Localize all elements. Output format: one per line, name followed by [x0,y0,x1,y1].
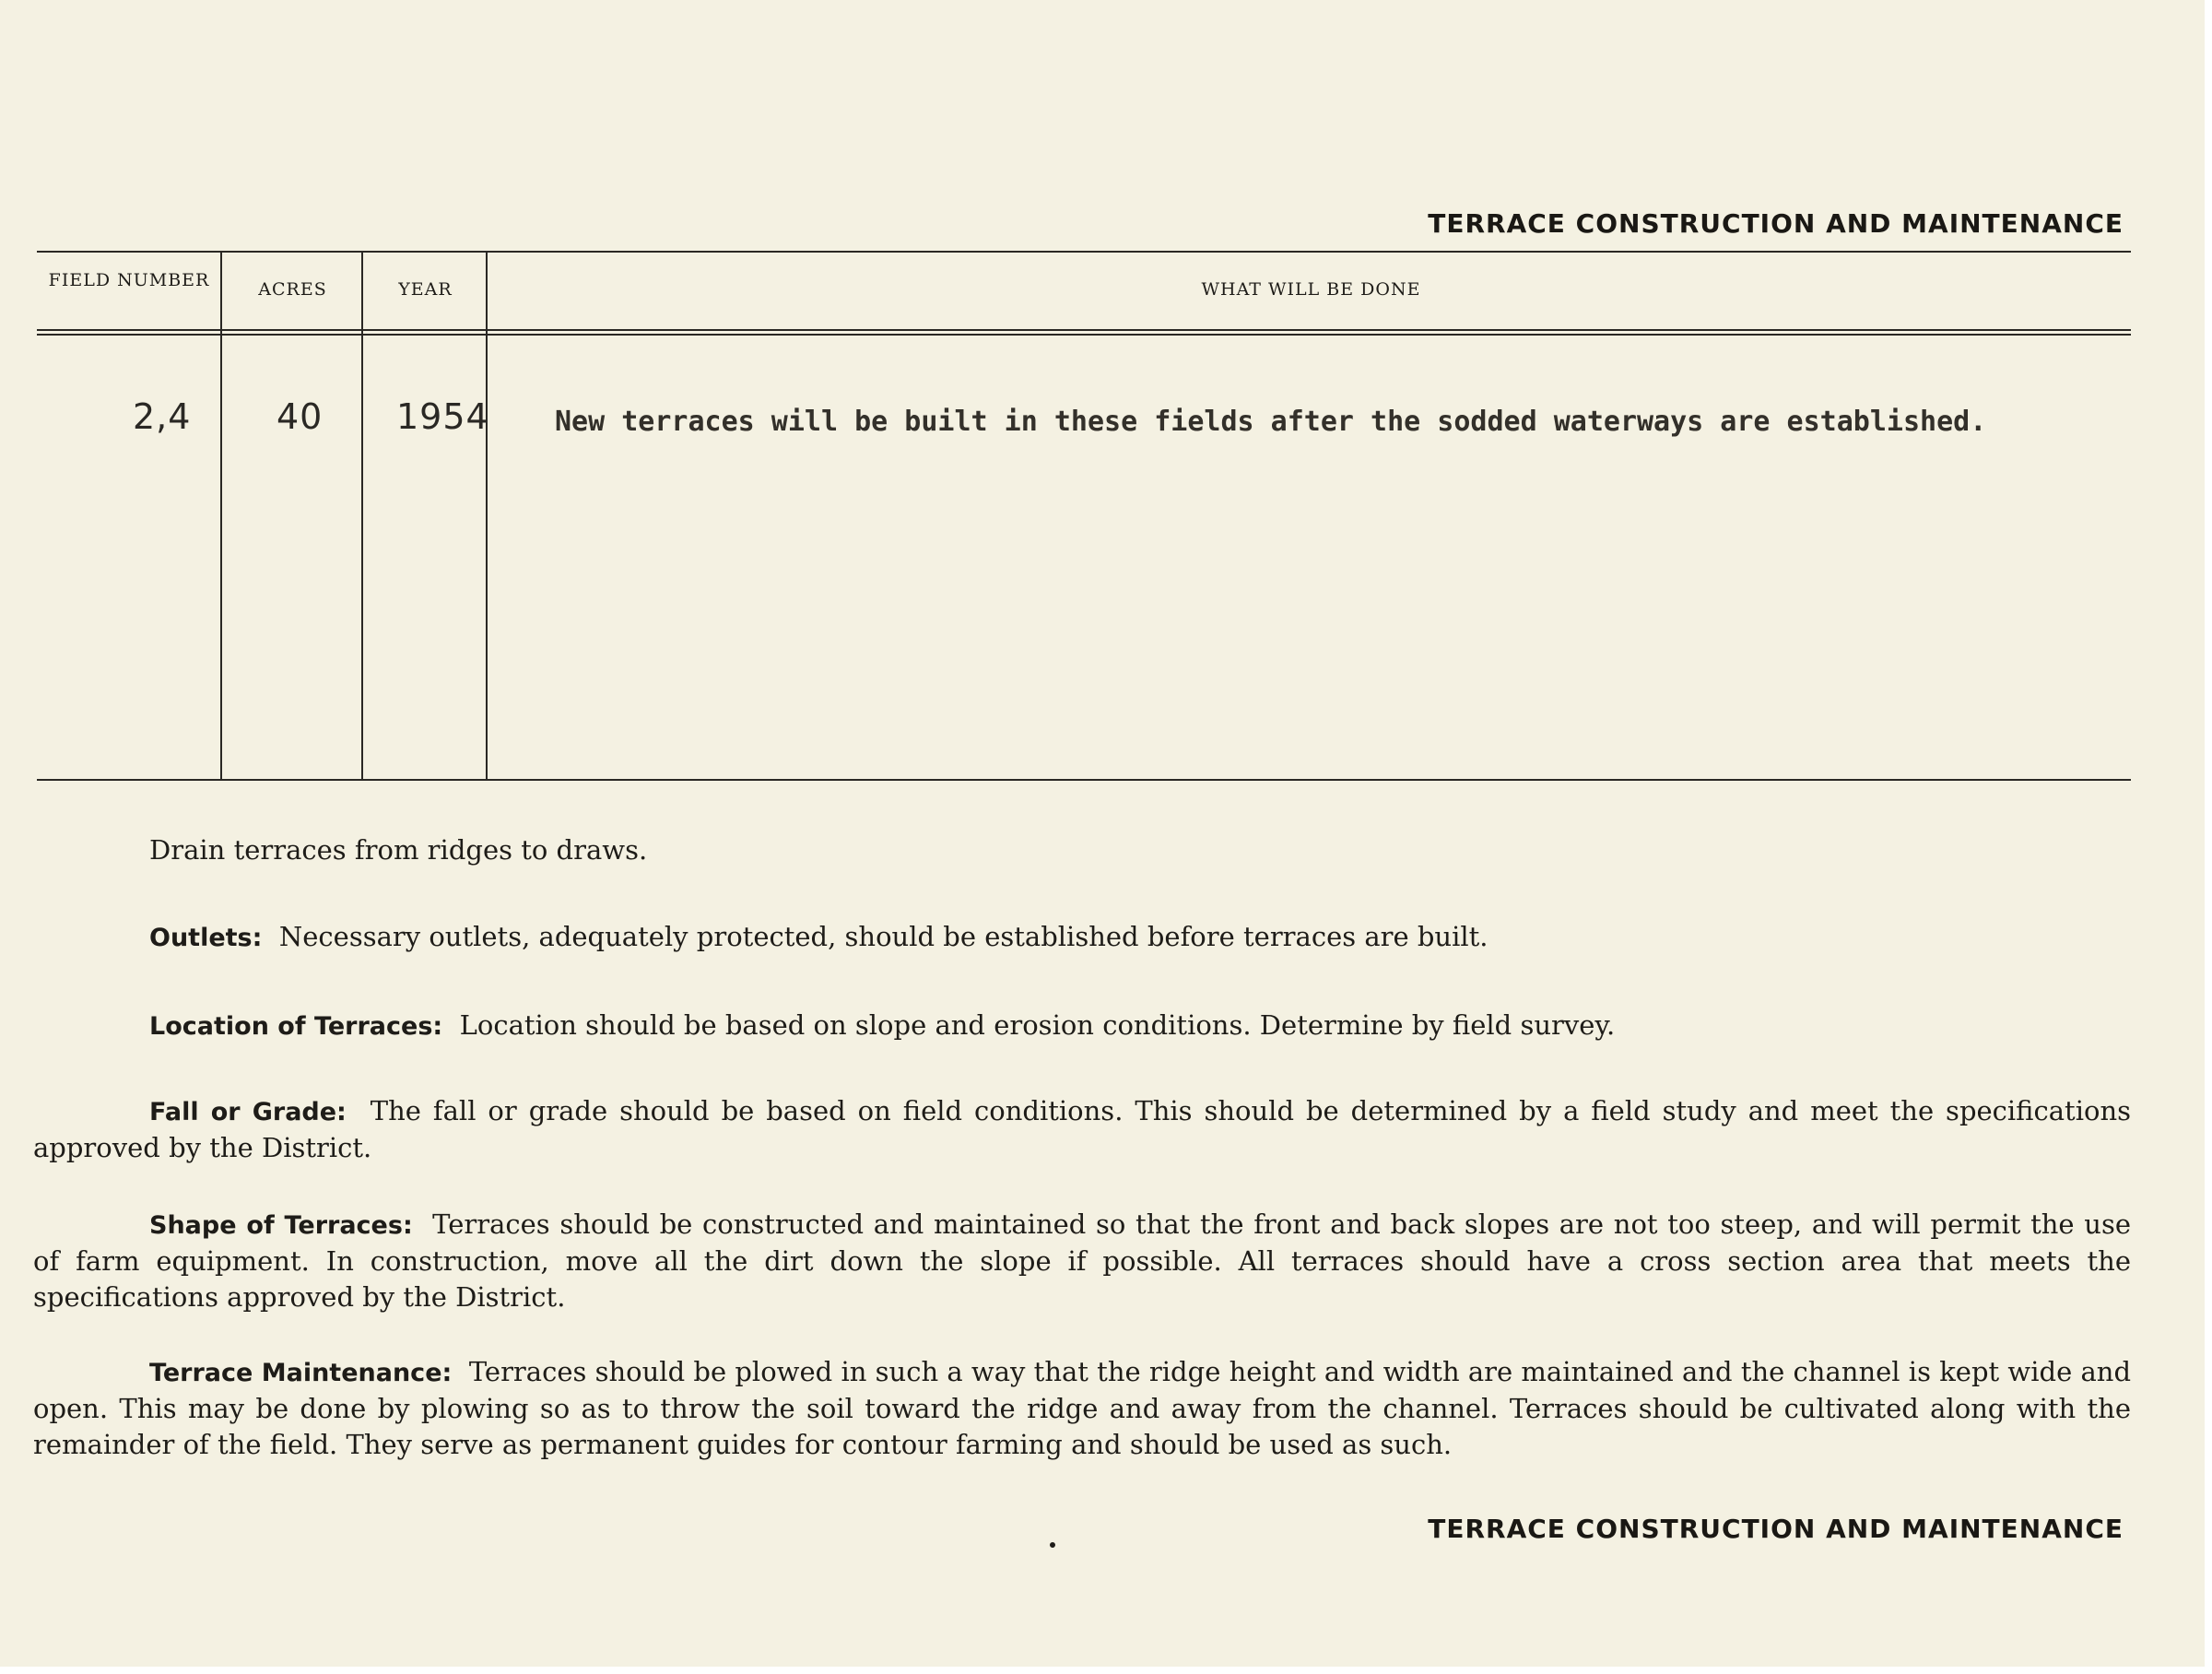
maintenance-label: Terrace Maintenance: [149,1359,453,1387]
column-header-acres: ACRES [258,279,327,300]
table-column-divider [220,253,222,779]
table-cell-what-will-be-done: New terraces will be built in these fields after the sodded waterways are established. [555,406,1987,438]
outlets-label: Outlets: [149,924,263,952]
fall-text: The fall or grade should be based on field conditions. This should be determined by a field study and meet the specifications approved by the District. [33,1095,2132,1163]
column-header-year: YEAR [398,279,453,300]
paragraph-outlets [33,919,2131,956]
table-bottom-rule [37,779,2131,781]
drain-text: Drain terraces from ridges to draws. [149,834,648,866]
table-column-divider [361,253,363,779]
table-header-rule-double [37,334,2131,336]
shape-label: Shape of Terraces: [149,1211,413,1240]
location-text: Location should be based on slope and erosion conditions. Determine by field survey. [459,1009,1616,1041]
table-cell-acres: 40 [276,396,324,437]
paragraph-location [33,1008,2131,1044]
page-heading-bottom: TERRACE CONSTRUCTION AND MAINTENANCE [1428,1514,2124,1544]
page-heading-top: TERRACE CONSTRUCTION AND MAINTENANCE [1428,208,2124,239]
paragraph-fall-grade [33,1093,2131,1166]
table-header-rule [37,329,2131,331]
page-bottom-edge [0,1667,2212,1674]
table-column-divider [486,253,488,779]
shape-text: Terraces should be constructed and maintained so that the front and back slopes are not too steep, and will permit the use of farm equipment. In construction, move all the dirt down the slope if possible. All terraces should have a cross section area that meets the specifications approved by the District. [33,1208,2131,1313]
fall-label: Fall or Grade: [149,1098,347,1126]
column-header-what-will-be-done: WHAT WILL BE DONE [1201,279,1421,300]
column-header-field-number: FIELD NUMBER [48,270,210,290]
table-cell-year: 1954 [396,396,489,437]
paragraph-shape [33,1207,2131,1315]
ink-dot [1050,1542,1055,1548]
page-edge [2205,0,2212,1674]
paragraph-drain [33,832,2131,868]
table-cell-field-number: 2,4 [133,396,192,437]
outlets-text: Necessary outlets, adequately protected, should be established before terraces are built. [278,921,1488,952]
maintenance-text: Terraces should be plowed in such a way that the ridge height and width are maintained and the channel is kept wide and open. This may be done by plowing so as to throw the soil toward the ridge and away from the channel. Terraces should be cultivated along with the remainder of the field. They serve as permanent guides for contour farming and should be used as such. [33,1356,2132,1460]
paragraph-maintenance [33,1354,2131,1463]
table-top-rule [37,251,2131,253]
location-label: Location of Terraces: [149,1012,443,1041]
